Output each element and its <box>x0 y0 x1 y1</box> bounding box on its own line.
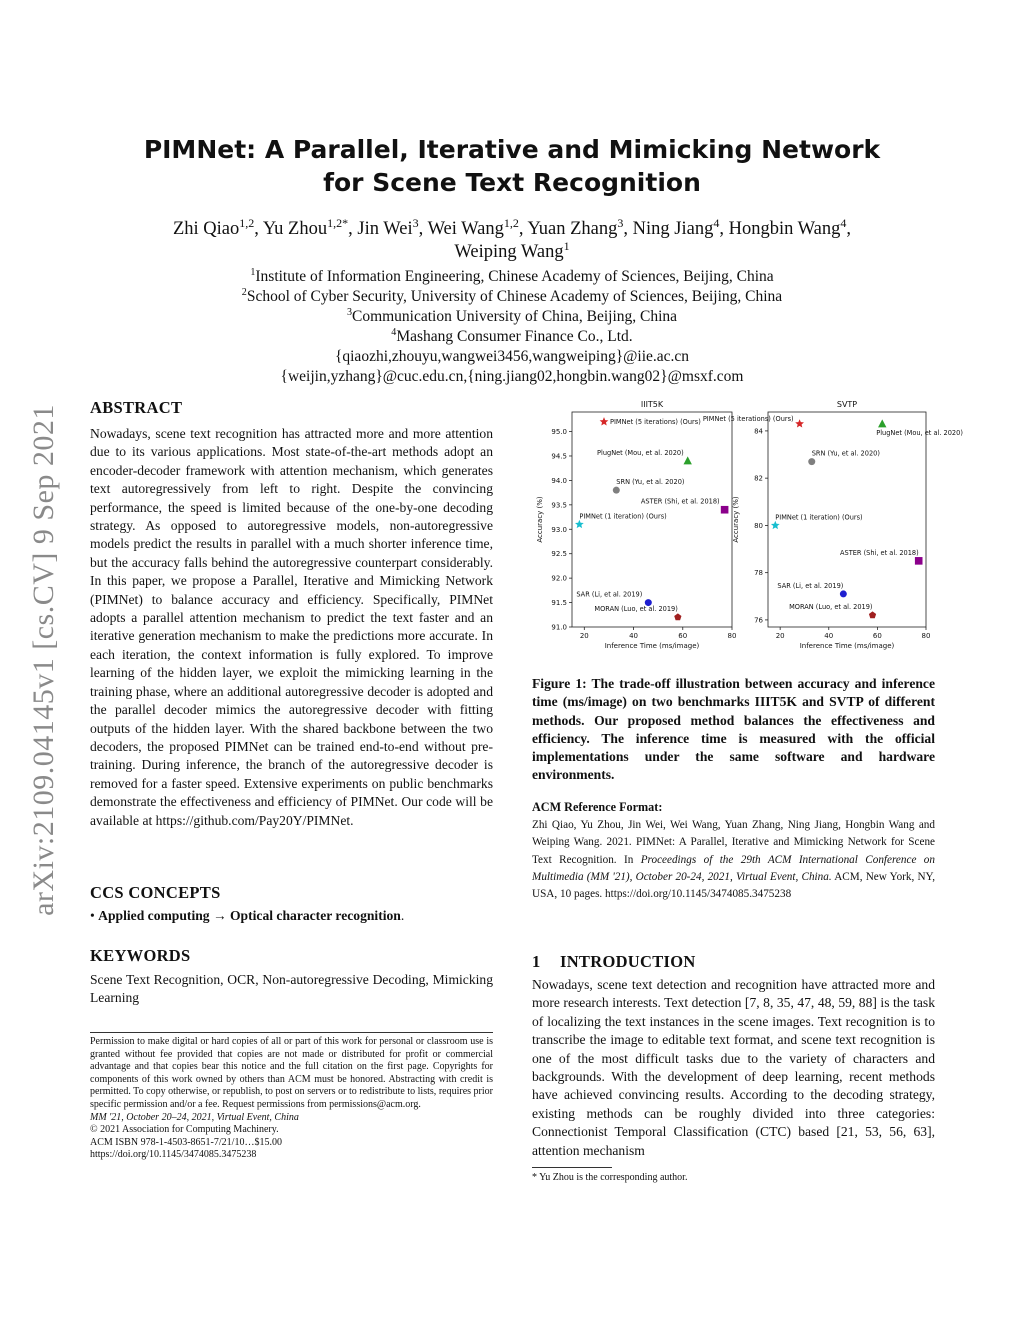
permission-divider <box>90 1032 493 1033</box>
x-tick-label: 60 <box>678 632 688 640</box>
point-label: ASTER (Shi, et al. 2018) <box>640 497 720 506</box>
point-label: MORAN (Luo, et al. 2019) <box>594 605 678 614</box>
point-label: PIMNet (5 iterations) (Ours) <box>610 417 701 426</box>
abstract-text: Nowadays, scene text recognition has attracted more and more attention due to its various applications. Most state-of-the-art methods adopt an encoder-decoder framework with attention mechanism, which generates text autoregressively from left to right. Despite the convincing performance, the speed is limited because of the one-by-one decoding strategy. As opposed to autoregressive models, non-autoregressive models predict the results in parallel with a much shorter inference time, but the accuracy falls behind the autoregressive counterpart considerably. In this paper, we propose a Parallel, Iterative and Mimicking Network (PIMNet) to balance accuracy and efficiency. Specifically, PIMNet adopts a parallel attention mechanism to predict the text faster and an iterative generation mechanism to make the predictions more accurate. In each iteration, the context information is fully explored. To improve learning of the hidden layer, we exploit the mimicking learning in the training phase, where an additional autoregressive decoder is adopted and the parallel decoder mimics the autoregressive decoder with fitting outputs of the hidden layer. With the shared backbone between the two decoders, the proposed PIMNet can be trained end-to-end without pre-training. During inference, the branch of the autoregressive decoder is removed for a faster speed. Extensive experiments on public benchmarks demonstrate the effectiveness and efficiency of PIMNet. Our code will be available at https://github.com/Pay20Y/PIMNet. <box>90 426 493 828</box>
x-axis-label: Inference Time (ms/image) <box>799 642 895 650</box>
affiliation: $^3$Communication University of China, Beijing, China <box>346 306 678 325</box>
y-tick-label: 95.0 <box>551 428 567 437</box>
chart-title: IIIT5K <box>640 400 664 409</box>
x-tick-label: 80 <box>727 632 737 640</box>
author: Jin Wei$^3$ <box>357 215 419 239</box>
arxiv-sidebar <box>12 340 76 980</box>
point-label: PlugNet (Mou, et al. 2020) <box>876 428 963 437</box>
data-point-circle <box>808 458 815 465</box>
y-tick-label: 91.0 <box>551 623 567 632</box>
affiliation: $^4$Mashang Consumer Finance Co., Ltd. <box>391 326 633 345</box>
x-tick-label: 40 <box>629 632 638 640</box>
y-tick-label: 94.5 <box>551 452 567 461</box>
data-point-square <box>915 557 923 565</box>
author: Wei Wang$^{1,2}$ <box>427 215 519 239</box>
point-label: SAR (Li, et al. 2019) <box>576 590 643 599</box>
author: Yu Zhou$^{1,2*}$ <box>262 215 349 239</box>
figure-1-charts <box>532 395 963 657</box>
y-tick-label: 93.5 <box>551 501 567 510</box>
permission-isbn: ACM ISBN 978-1-4503-8651-7/21/10…$15.00 <box>90 1136 282 1148</box>
affiliation: $^1$Institute of Information Engineering, Chinese Academy of Sciences, Beijing, China <box>250 266 774 285</box>
data-point-star <box>600 417 609 425</box>
title-line-2: for Scene Text Recognition <box>323 168 701 197</box>
data-point-pentagon <box>674 613 681 620</box>
point-label: SRN (Yu, et al. 2020) <box>616 478 685 487</box>
permission-copyright: © 2021 Association for Computing Machinery. <box>90 1124 279 1136</box>
data-point-square <box>721 506 729 514</box>
y-axis-label: Accuracy (%) <box>536 496 544 543</box>
y-axis-label: Accuracy (%) <box>732 496 740 543</box>
data-point-star <box>771 521 780 529</box>
ccs-heading: CCS CONCEPTS <box>90 883 221 902</box>
y-tick-label: 80 <box>754 521 763 530</box>
author: Zhi Qiao$^{1,2}$ <box>172 215 255 239</box>
author: Yuan Zhang$^3$ <box>527 215 624 239</box>
data-point-star <box>795 419 804 427</box>
y-tick-label: 76 <box>754 616 763 625</box>
introduction-text: Nowadays, scene text detection and recognition have attracted more and more research interests. Text detection [7, 8, 35, 47, 48, 59, 88] is the task of localizing the text instances in the scene images. Text recognition is to transcribe the image to editable text format, and scene text recognition is one of the most difficult tasks due to the variety of characters and backgrounds. With the development of deep learning, recent methods have achieved convincing results. According to the decoding strategy, existing methods can be roughly divided into three categories: Connectionist Temporal Classification (CTC) based [21, 53, 56, 63], attention mechanism <box>532 977 935 1158</box>
figure-caption: Figure 1: The trade-off illustration between accuracy and inference time (ms/image) on two benchmarks IIIT5K and SVTP of different methods. Our proposed method balances the effectiveness and efficiency. The inference time is measured with the official implementations under the same software and hardware environments. <box>532 676 935 783</box>
author: Ning Jiang$^4$ <box>632 215 720 239</box>
arxiv-stamp: arXiv:2109.04145v1 [cs.CV] 9 Sep 2021 <box>27 404 60 916</box>
author-list: Zhi Qiao$^{1,2}$, Yu Zhou$^{1,2*}$, Jin Wei$^3$, Wei Wang$^{1,2}$, Yuan Zhang$^3$, Ning Jiang$^4$, Hongbin Wang$^4$, Weiping Wang$^1$ <box>172 215 851 262</box>
x-tick-label: 60 <box>872 632 882 640</box>
y-tick-label: 84 <box>754 427 763 436</box>
acm-reference-heading: ACM Reference Format: <box>532 800 663 814</box>
figure-1 <box>532 395 963 657</box>
permission-doi[interactable]: https://doi.org/10.1145/3474085.3475238 <box>90 1149 257 1161</box>
permission-block <box>90 1036 493 1162</box>
introduction-heading: 1 INTRODUCTION <box>532 952 696 971</box>
x-axis-label: Inference Time (ms/image) <box>604 642 700 650</box>
point-label: PIMNet (1 iteration) (Ours) <box>775 513 863 522</box>
y-tick-label: 91.5 <box>551 599 567 608</box>
data-point-pentagon <box>869 611 876 618</box>
point-label: PlugNet (Mou, et al. 2020) <box>597 448 684 457</box>
point-label: PIMNet (1 iteration) (Ours) <box>579 512 667 521</box>
y-tick-label: 82 <box>754 474 763 483</box>
keywords-heading: KEYWORDS <box>90 946 191 965</box>
author: Hongbin Wang$^4$ <box>728 215 847 239</box>
data-point-circle <box>840 590 847 597</box>
author: Weiping Wang$^1$ <box>454 238 570 262</box>
data-point-star <box>575 520 584 528</box>
permission-venue: MM '21, October 20–24, 2021, Virtual Event, China <box>90 1111 299 1123</box>
affiliations <box>90 267 934 387</box>
y-tick-label: 92.5 <box>551 550 567 559</box>
y-tick-label: 93.0 <box>551 525 567 534</box>
affiliation: $^2$School of Cyber Security, University of Chinese Academy of Sciences, Beijing, China <box>241 286 783 305</box>
data-point-circle <box>613 487 620 494</box>
x-tick-label: 20 <box>775 632 785 640</box>
x-tick-label: 40 <box>824 632 834 640</box>
x-tick-label: 80 <box>921 632 931 640</box>
ccs-concept: • Applied computing → Optical character recognition. <box>90 908 405 923</box>
permission-text: Permission to make digital or hard copies of all or part of this work for personal or classroom use is granted without fee provided that copies are not made or distributed for profit or commercial advantage and that copies bear this notice and the full citation on the first page. Copyrights for components of this work owned by others than ACM must be honored. Abstracting with credit is permitted. To copy otherwise, or republish, to post on servers or to redistribute to lists, requires prior specific permission and/or a fee. Request permissions from permissions@acm.org. <box>90 1036 493 1110</box>
footnote-divider <box>532 1167 612 1168</box>
email-line[interactable]: {weijin,yzhang}@cuc.edu.cn,{ning.jiang02,hongbin.wang02}@msxf.com <box>280 368 744 385</box>
abstract-heading: ABSTRACT <box>90 398 183 417</box>
keywords-text: Scene Text Recognition, OCR, Non-autoregressive Decoding, Mimicking Learning <box>90 972 493 1006</box>
data-point-triangle <box>683 456 691 464</box>
acm-reference-text: Zhi Qiao, Yu Zhou, Jin Wei, Wei Wang, Yuan Zhang, Ning Jiang, Hongbin Wang and Weiping Wang. 2021. PIMNet: A Parallel, Iterative and Mimicking Network for Scene Text Recognition. In Proceedings of the 29th ACM International Conference on Multimedia (MM '21), October 20-24, 2021, Virtual Event, China. ACM, New York, NY, USA, 10 pages. https://doi.org/10.1145/3474085.3475238 <box>532 819 935 901</box>
y-tick-label: 92.0 <box>551 574 567 583</box>
footnote: * Yu Zhou is the corresponding author. <box>532 1172 688 1183</box>
title-line-1: PIMNet: A Parallel, Iterative and Mimicking Network <box>143 135 881 164</box>
y-tick-label: 78 <box>754 569 763 578</box>
point-label: MORAN (Luo, et al. 2019) <box>789 603 873 612</box>
point-label: ASTER (Shi, et al. 2018) <box>840 548 919 557</box>
email-line[interactable]: {qiaozhi,zhouyu,wangwei3456,wangweiping}@iie.ac.cn <box>334 348 690 365</box>
chart-title: SVTP <box>836 400 858 409</box>
y-tick-label: 94.0 <box>551 476 567 485</box>
point-label: SAR (Li, et al. 2019) <box>777 581 844 590</box>
data-point-triangle <box>878 419 886 427</box>
point-label: SRN (Yu, et al. 2020) <box>811 449 880 458</box>
x-tick-label: 20 <box>579 632 589 640</box>
point-label: PIMNet (5 iterations) (Ours) <box>702 414 794 423</box>
paper-title <box>90 133 934 199</box>
